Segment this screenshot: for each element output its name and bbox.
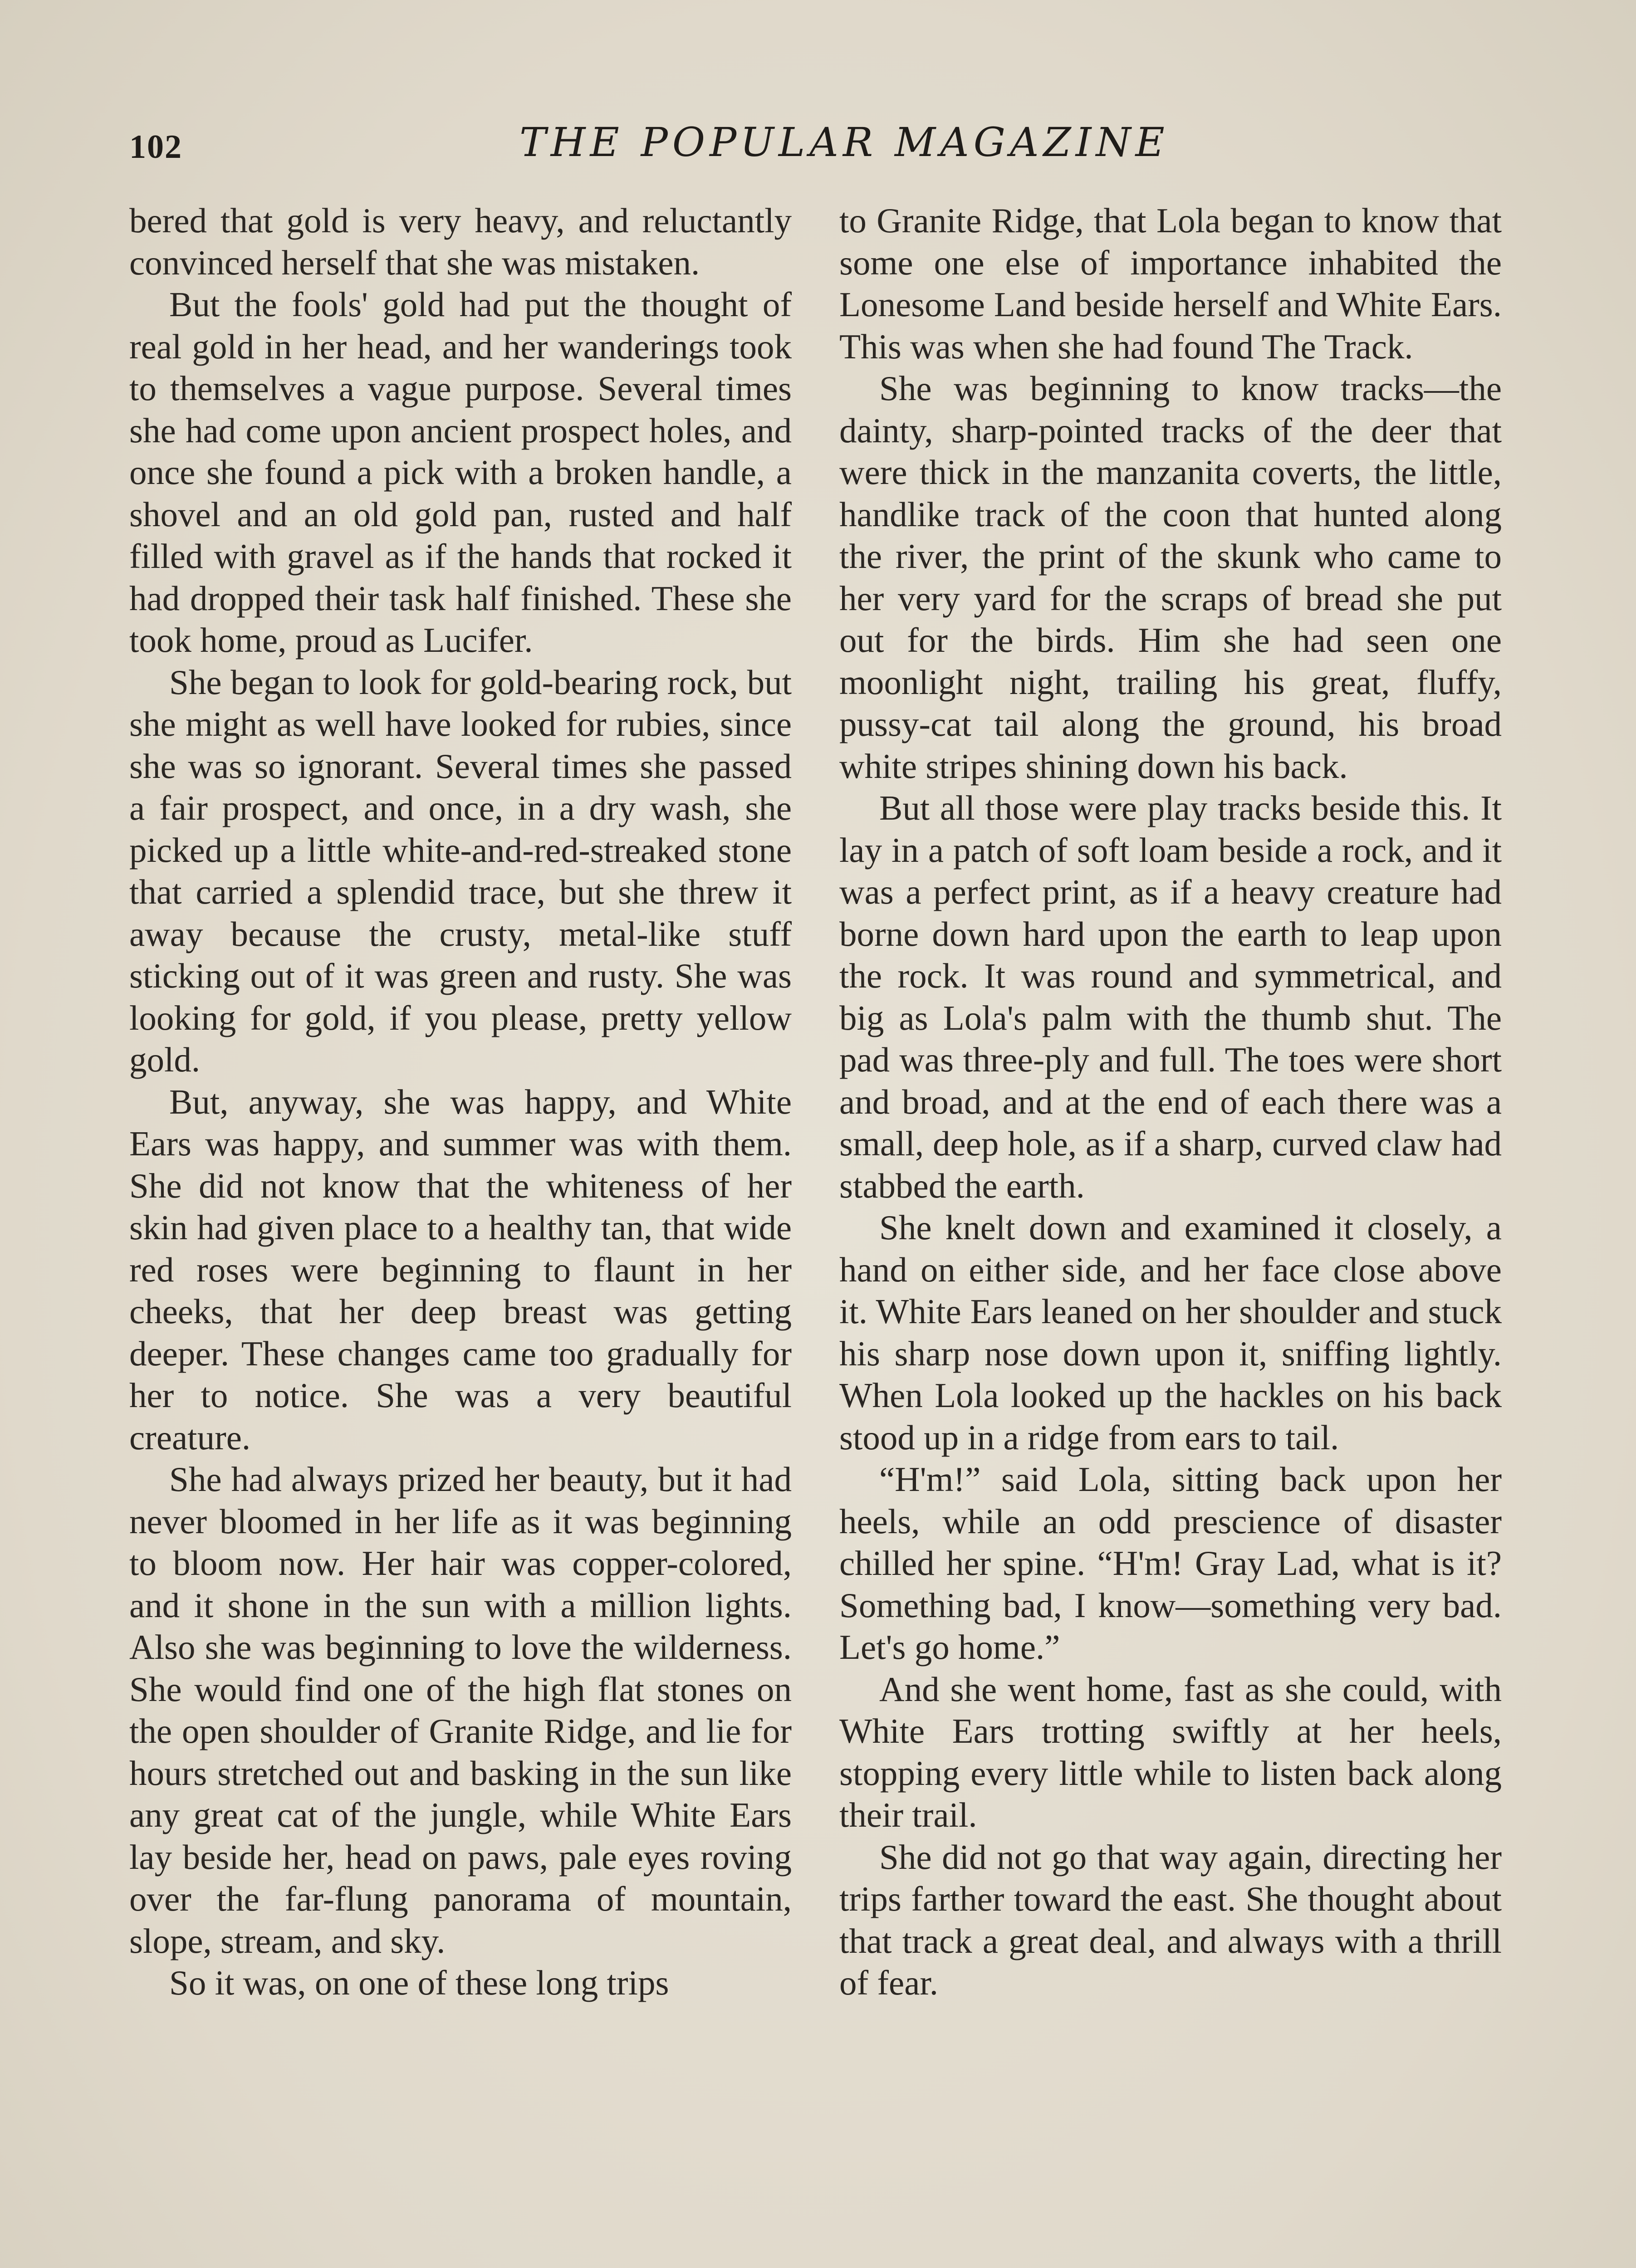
magazine-title: THE POPULAR MAGAZINE	[519, 119, 1169, 166]
paragraph: She did not go that way again, directing her trips farther toward the east. She thought about that track a great deal, and always with a thrill of fear.	[839, 1837, 1502, 2002]
paragraph: So it was, on one of these long trips	[169, 1963, 669, 2002]
paragraph: to Granite Ridge, that Lola began to know that some one else of importance inhabited the Lonesome Land beside herself and White Ears. This was when she had found The Track.	[839, 201, 1502, 366]
paragraph: She had always prized her beauty, but it had never bloomed in her life as it was beginning to bloom now. Her hair was copper-colored, and it shone in the sun with a million lights. Also she was beginning to love the wilderness. She would find one of the high flat stones on the open shoulder of Granite Ridge, and lie for hours stretched out and basking in the sun like any great cat of the jungle, while White Ears lay beside her, head on paws, pale eyes roving over the far-flung panorama of mountain, slope, stream, and sky.	[129, 1460, 792, 1960]
paragraph: But all those were play tracks beside this. It lay in a patch of soft loam beside a rock, and it was a perfect print, as if a heavy creature had borne down hard upon the earth to leap upon the rock. It was round and symmetrical, and big as Lola's palm with the thumb shut. The pad was three-ply and full. The toes were short and broad, and at the end of each there was a small, deep hole, as if a sharp, curved claw had stabbed the earth.	[839, 788, 1502, 1205]
paragraph: She knelt down and examined it closely, a hand on either side, and her face close above it. White Ears leaned on her shoulder and stuck his sharp nose down upon it, sniffing lightly. When Lola looked up the hackles on his back stood up in a ridge from ears to tail.	[839, 1208, 1502, 1457]
paragraph: bered that gold is very heavy, and reluctantly convinced herself that she was mistaken.	[129, 201, 792, 282]
right-column	[839, 200, 1502, 2004]
left-column	[129, 200, 792, 2004]
page-header	[129, 119, 1507, 173]
paragraph: She began to look for gold-bearing rock, but she might as well have looked for rubies, since she was so ignorant. Several times she passed a fair prospect, and once, in a dry wash, she picked up a little white-and-red-streaked stone that carried a splendid trace, but she threw it away because the crusty, metal-like stuff sticking out of it was green and rusty. She was looking for gold, if you please, pretty yellow gold.	[129, 662, 792, 1079]
paragraph: “H'm!” said Lola, sitting back upon her heels, while an odd prescience of disaster chilled her spine. “H'm! Gray Lad, what is it? Something bad, I know—something very bad. Let's go home.”	[839, 1460, 1502, 1667]
paragraph: But the fools' gold had put the thought of real gold in her head, and her wanderings took to themselves a vague purpose. Several times she had come upon ancient prospect holes, and once she found a pick with a broken handle, a shovel and an old gold pan, rusted and half filled with gravel as if the hands that rocked it had dropped their task half finished. These she took home, proud as Lucifer.	[129, 285, 792, 660]
paragraph: But, anyway, she was happy, and White Ears was happy, and summer was with them. She did not know that the whiteness of her skin had given place to a healthy tan, that wide red roses were beginning to flaunt in her cheeks, that her deep breast was getting deeper. These changes came too gradually for her to notice. She was a very beautiful creature.	[129, 1082, 792, 1457]
page-number: 102	[129, 128, 182, 166]
paragraph: And she went home, fast as she could, with White Ears trotting swiftly at her heels, stopping every little while to listen back along their trail.	[839, 1669, 1502, 1834]
paragraph: She was beginning to know tracks—the dainty, sharp-pointed tracks of the deer that were thick in the manzanita coverts, the little, handlike track of the coon that hunted along the river, the print of the skunk who came to her very yard for the scraps of bread she put out for the birds. Him she had seen one moonlight night, trailing his great, fluffy, pussy-cat tail along the ground, his broad white stripes shining down his back.	[839, 369, 1502, 786]
